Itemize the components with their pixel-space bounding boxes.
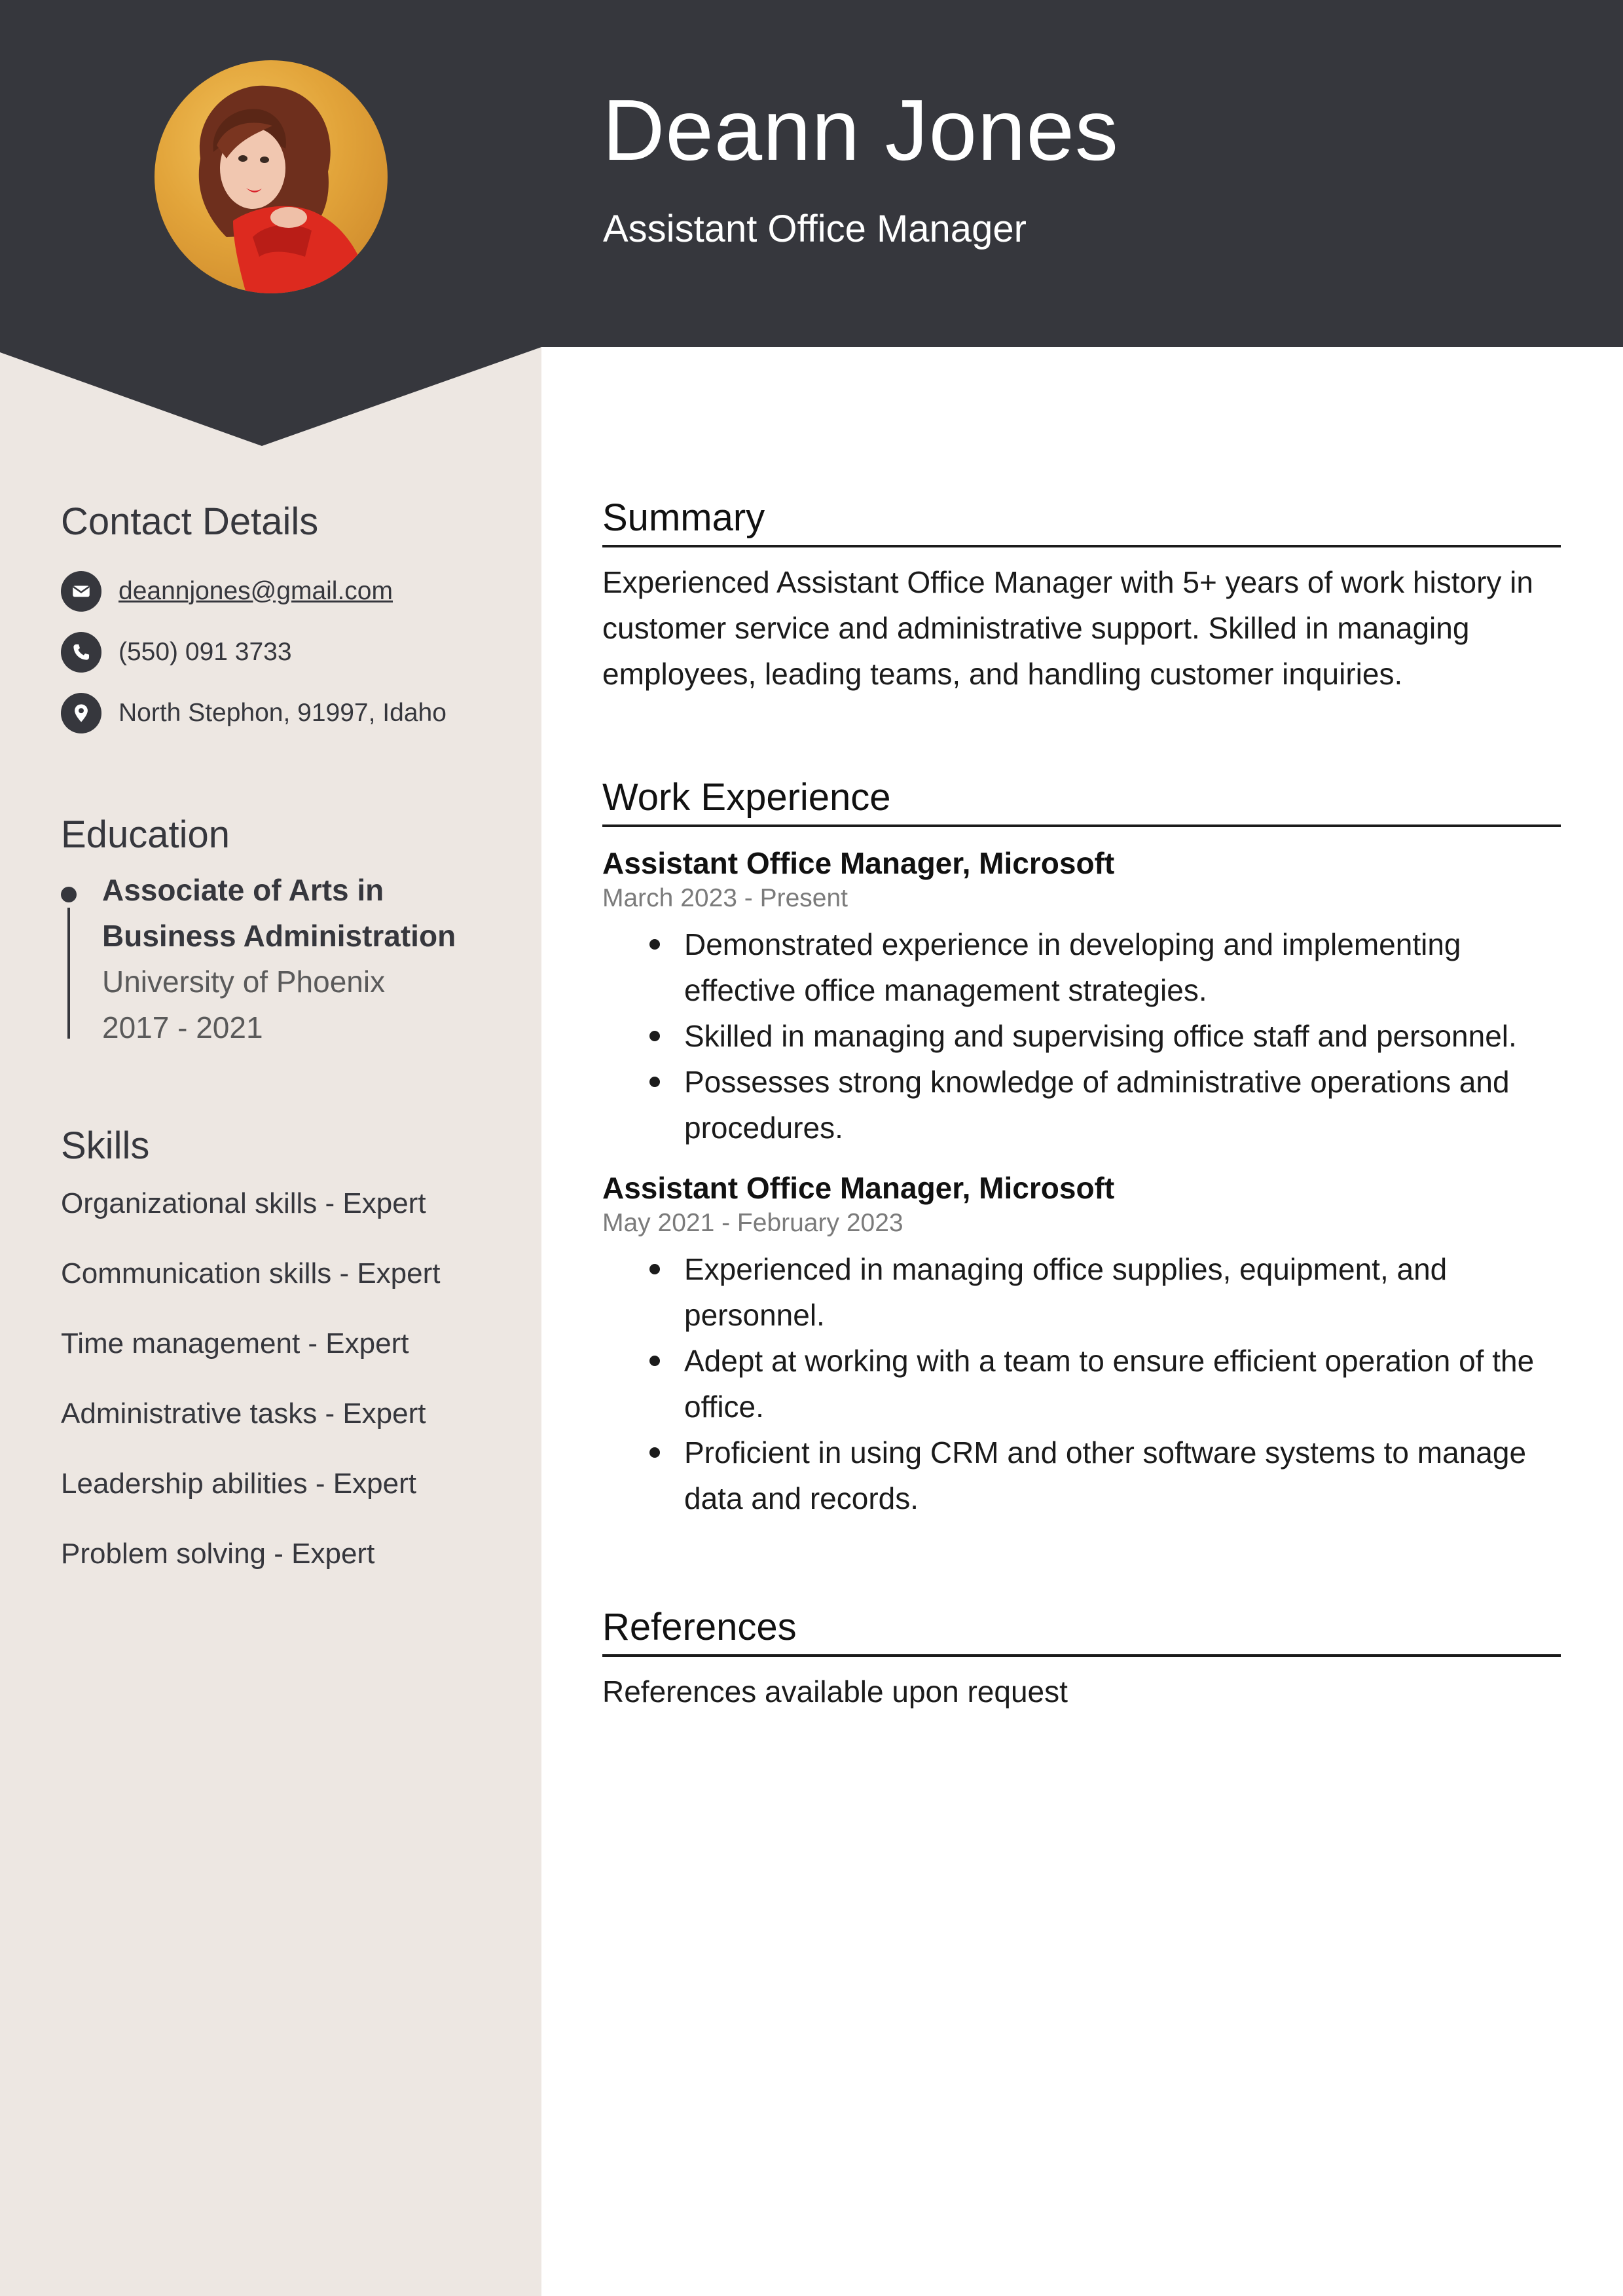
header-chevron	[0, 346, 541, 447]
skills-heading: Skills	[61, 1124, 150, 1167]
bullet-line: Skilled in managing and supervising office staff and personnel.	[684, 1018, 1517, 1053]
bullet-line: office.	[684, 1389, 764, 1424]
references-section	[602, 1604, 1561, 1714]
timeline-line	[67, 908, 70, 1039]
skill-item: Organizational skills - Expert	[61, 1187, 426, 1219]
bullet-line: Possesses strong knowledge of administrative operations and	[684, 1064, 1510, 1099]
avatar	[155, 60, 388, 293]
education-years: 2017 - 2021	[102, 1010, 263, 1045]
summary-text	[602, 559, 1561, 697]
contact-address-row	[61, 692, 519, 735]
phone-icon	[61, 632, 101, 673]
contact-heading: Contact Details	[61, 500, 319, 543]
bullet-line: effective office management strategies.	[684, 972, 1207, 1007]
skill-item: Time management - Expert	[61, 1327, 409, 1360]
summary-section	[602, 495, 1561, 697]
job-entry	[602, 1169, 1561, 1521]
summary-line: customer service and administrative support. Skilled in managing	[602, 610, 1470, 645]
contact-section	[61, 499, 519, 752]
job-bullet	[684, 1059, 1561, 1151]
bullet-line: data and records.	[684, 1481, 919, 1515]
job-bullet	[684, 921, 1561, 1013]
phone-number: (550) 091 3733	[119, 637, 292, 666]
skill-item: Administrative tasks - Expert	[61, 1397, 426, 1430]
education-heading: Education	[61, 813, 230, 856]
email-link[interactable]: deannjones@gmail.com	[119, 576, 393, 605]
bullet-line: Experienced in managing office supplies, equipment, and	[684, 1251, 1448, 1286]
person-title: Assistant Office Manager	[603, 208, 1027, 250]
job-entry	[602, 844, 1561, 1151]
map-pin-icon	[61, 693, 101, 733]
job-bullet	[684, 1013, 1561, 1059]
timeline-dot	[61, 887, 77, 902]
school-name: University of Phoenix	[102, 964, 386, 999]
person-name: Deann Jones	[602, 82, 1119, 178]
envelope-icon	[61, 571, 101, 612]
degree-line-1: Associate of Arts in	[102, 872, 384, 907]
job-bullet	[684, 1430, 1561, 1521]
education-section	[61, 812, 519, 1050]
summary-line: employees, leading teams, and handling customer inquiries.	[602, 656, 1403, 691]
work-experience-section	[602, 775, 1561, 1521]
references-heading: References	[602, 1604, 1561, 1657]
job-dates: May 2021 - February 2023	[602, 1208, 903, 1237]
skills-list	[61, 1183, 519, 1574]
skills-section	[61, 1123, 519, 1604]
profile-photo	[155, 60, 388, 293]
bullet-line: procedures.	[684, 1110, 843, 1145]
references-text: References available upon request	[602, 1674, 1068, 1709]
job-role: Assistant Office Manager, Microsoft	[602, 1170, 1115, 1205]
bullet-line: Proficient in using CRM and other software systems to manage	[684, 1435, 1527, 1470]
contact-email-row	[61, 570, 519, 613]
address-text: North Stephon, 91997, Idaho	[119, 698, 447, 727]
contact-list	[61, 570, 519, 735]
job-bullets	[602, 1246, 1561, 1521]
skill-item: Problem solving - Expert	[61, 1537, 375, 1570]
education-item	[61, 867, 519, 1050]
job-bullet	[684, 1338, 1561, 1430]
work-experience-heading: Work Experience	[602, 775, 1561, 827]
bullet-line: personnel.	[684, 1297, 825, 1332]
bullet-line: Adept at working with a team to ensure efficient operation of the	[684, 1343, 1535, 1378]
job-bullet	[684, 1246, 1561, 1338]
contact-phone-row	[61, 631, 519, 674]
skill-item: Communication skills - Expert	[61, 1257, 441, 1289]
bullet-line: Demonstrated experience in developing and implementing	[684, 927, 1461, 961]
skill-item: Leadership abilities - Expert	[61, 1467, 416, 1500]
job-bullets	[602, 921, 1561, 1151]
summary-heading: Summary	[602, 495, 1561, 547]
job-dates: March 2023 - Present	[602, 883, 848, 912]
degree-line-2: Business Administration	[102, 918, 456, 953]
job-role: Assistant Office Manager, Microsoft	[602, 845, 1115, 880]
summary-line: Experienced Assistant Office Manager with 5+ years of work history in	[602, 565, 1533, 599]
